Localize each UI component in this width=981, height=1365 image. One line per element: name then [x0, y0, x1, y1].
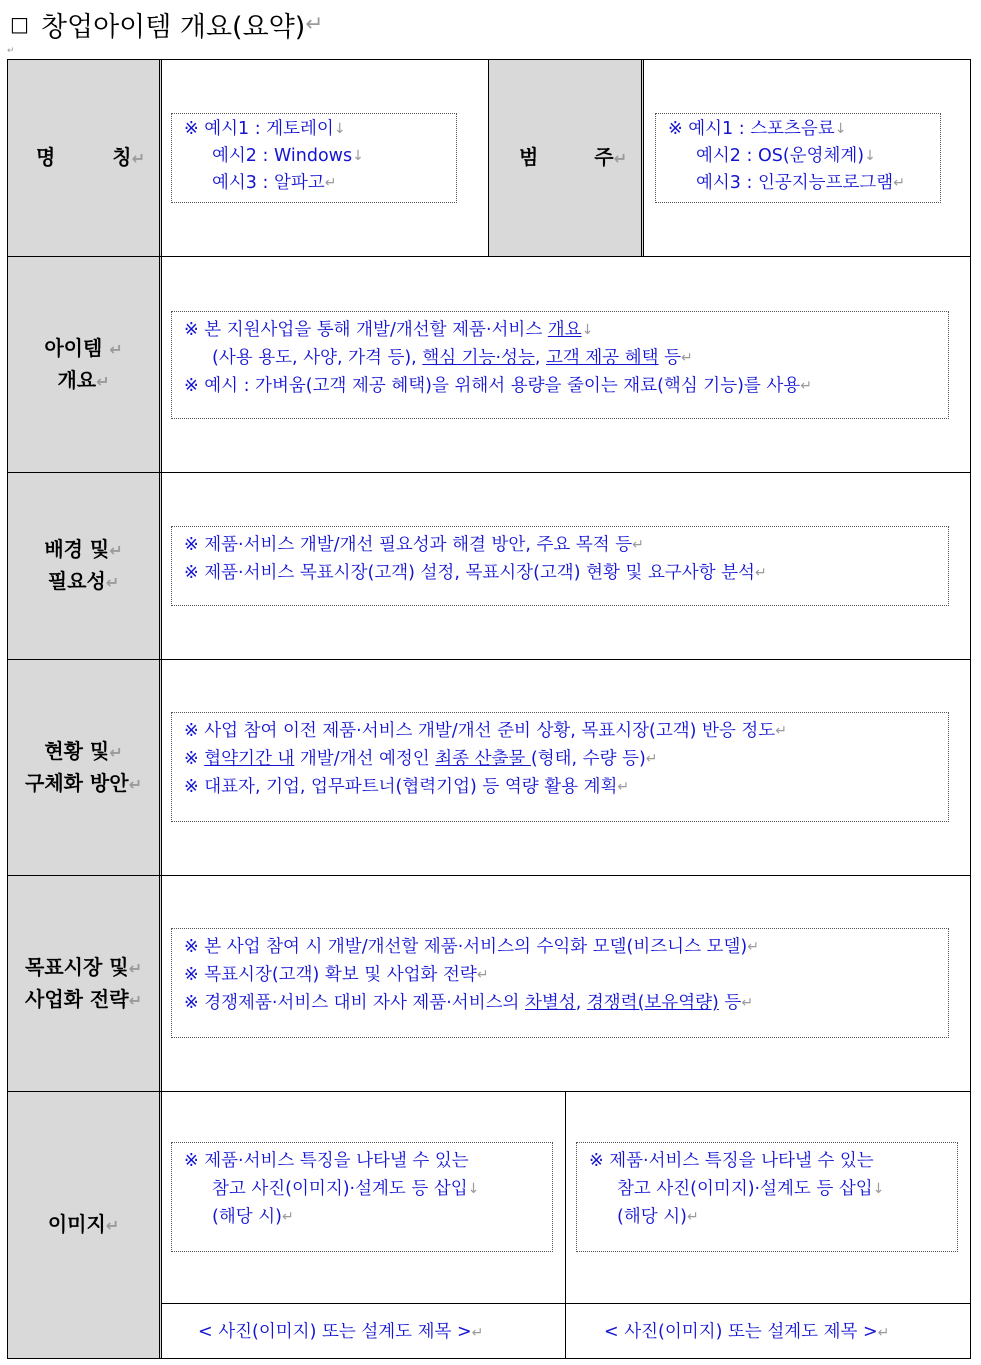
image-note-line: 참고 사진(이미지)·설계도 등 삽입: [212, 1179, 468, 1199]
paragraph-mark-icon: ↵: [128, 958, 142, 978]
paragraph-mark-icon: ↵: [877, 1325, 890, 1341]
market-label-2: 사업화 전략: [25, 986, 129, 1011]
paragraph-mark-icon: ↵: [476, 967, 489, 983]
category-examples-note[interactable]: [655, 113, 941, 203]
example-line: 예시2 : Windows: [212, 146, 353, 166]
paragraph-mark-icon: ↵: [131, 149, 145, 168]
paragraph-mark-icon: ↵: [96, 371, 110, 391]
overview-note[interactable]: [171, 311, 949, 419]
overview-line-3: ※ 예시 : 가벼움(고객 제공 혜택)을 위해서 용량을 줄이는 재료(핵심 기능)를 사용: [184, 376, 801, 396]
image-label: 이미지: [47, 1212, 106, 1236]
background-label-2: 필요성: [47, 569, 106, 593]
image-left-caption[interactable]: [198, 1318, 483, 1343]
paragraph-mark-icon: ↵: [128, 990, 142, 1010]
paragraph-mark-icon: ↵: [109, 339, 123, 359]
market-note[interactable]: [171, 928, 949, 1038]
background-line: ※ 제품·서비스 개발/개선 필요성과 해결 방안, 주요 목적 등: [184, 535, 633, 555]
page-title: [10, 4, 323, 44]
market-line: ※ 목표시장(고객) 확보 및 사업화 전략: [184, 965, 477, 985]
example-line: ※ 예시1 : 스포츠음료: [668, 119, 835, 139]
paragraph-mark-icon: ↵: [281, 1209, 294, 1225]
status-label-2: 구체화 방안: [25, 770, 129, 795]
image-left-note[interactable]: [171, 1142, 553, 1252]
paragraph-mark-icon: ↵: [305, 11, 324, 37]
line-break-icon: ↓: [333, 121, 346, 137]
line-break-icon: ↓: [581, 322, 594, 338]
line-break-icon: ↓: [864, 148, 876, 164]
name-label-a: 명: [36, 145, 56, 169]
status-line: ※ 사업 참여 이전 제품·서비스 개발/개선 준비 상황, 목표시장(고객) 반응 정도: [184, 721, 776, 741]
paragraph-mark-icon: ↵: [324, 175, 337, 191]
overview-label-1: 아이템: [44, 335, 103, 360]
category-label-cell: [488, 60, 644, 256]
paragraph-mark-icon: ↵: [747, 939, 759, 955]
paragraph-mark-icon: ↵: [109, 742, 123, 762]
status-line-2: ※ 협약기간 내 개발/개선 예정인 최종 산출물 (형태, 수량 등): [184, 749, 646, 769]
market-label-1: 목표시장 및: [25, 954, 129, 979]
overview-label-2: 개요: [57, 367, 97, 392]
paragraph-mark-icon: ↵: [686, 1209, 699, 1225]
paragraph-mark-icon: ↵: [617, 779, 630, 795]
example-line: ※ 예시1 : 게토레이: [184, 119, 334, 139]
example-line: 예시2 : OS(운영체계): [696, 146, 865, 166]
checkbox-marker: □: [10, 12, 29, 36]
image-note-line: (해당 시): [212, 1207, 282, 1227]
category-label-a: 범: [519, 145, 539, 169]
image-note-line: (해당 시): [617, 1207, 687, 1227]
name-label-cell: [8, 60, 162, 256]
name-examples-note[interactable]: [171, 113, 457, 203]
overview-label-cell: [8, 257, 162, 472]
background-label-1: 배경 및: [44, 537, 110, 561]
status-label-cell: [8, 660, 162, 875]
image-note-line: ※ 제품·서비스 특징을 나타낼 수 있는: [184, 1151, 469, 1171]
paragraph-mark-icon: ↵: [613, 149, 627, 168]
paragraph-mark-icon: ↵: [632, 537, 644, 553]
name-label-b: 칭: [112, 145, 132, 169]
paragraph-mark-icon: ↵: [471, 1325, 484, 1341]
image-note-line: ※ 제품·서비스 특징을 나타낼 수 있는: [589, 1151, 874, 1171]
paragraph-mark-icon: ↵: [7, 46, 15, 56]
category-label-b: 주: [594, 145, 614, 169]
paragraph-mark-icon: ↵: [775, 723, 787, 739]
image-note-line: 참고 사진(이미지)·설계도 등 삽입: [617, 1179, 873, 1199]
line-break-icon: ↓: [872, 1181, 885, 1197]
image-right-caption[interactable]: [604, 1318, 889, 1343]
market-label-cell: [8, 876, 162, 1091]
market-line: ※ 본 사업 참여 시 개발/개선할 제품·서비스의 수익화 모델(비즈니스 모델): [184, 937, 748, 957]
example-line: 예시3 : 알파고: [212, 173, 325, 193]
status-note[interactable]: [171, 712, 949, 822]
title-text: 창업아이템 개요(요약): [40, 11, 306, 43]
paragraph-mark-icon: ↵: [105, 573, 120, 592]
example-line: 예시3 : 인공지능프로그램: [696, 173, 894, 193]
line-break-icon: ↓: [352, 148, 364, 164]
background-label-cell: [8, 473, 162, 659]
paragraph-mark-icon: ↵: [800, 378, 812, 394]
line-break-icon: ↓: [834, 121, 847, 137]
background-note[interactable]: [171, 526, 949, 606]
paragraph-mark-icon: ↵: [681, 350, 693, 366]
background-line: ※ 제품·서비스 목표시장(고객) 설정, 목표시장(고객) 현황 및 요구사항 분석: [184, 563, 755, 583]
paragraph-mark-icon: ↵: [893, 175, 905, 191]
paragraph-mark-icon: ↵: [128, 774, 142, 794]
caption-text: < 사진(이미지) 또는 설계도 제목 >: [604, 1322, 878, 1342]
overview-line-1: ※ 본 지원사업을 통해 개발/개선할 제품·서비스 개요: [184, 320, 582, 340]
caption-text: < 사진(이미지) 또는 설계도 제목 >: [198, 1322, 472, 1342]
overview-line-2: (사용 용도, 사양, 가격 등), 핵심 기능·성능, 고객 제공 혜택 등: [212, 348, 682, 368]
image-label-cell: [8, 1092, 162, 1358]
paragraph-mark-icon: ↵: [645, 751, 658, 767]
image-right-note[interactable]: [576, 1142, 958, 1252]
line-break-icon: ↓: [467, 1181, 480, 1197]
paragraph-mark-icon: ↵: [754, 565, 767, 581]
summary-table: [7, 59, 971, 1359]
status-line: ※ 대표자, 기업, 업무파트너(협력기업) 등 역량 활용 계획: [184, 777, 618, 797]
market-line-3: ※ 경쟁제품·서비스 대비 자사 제품·서비스의 차별성, 경쟁력(보유역량) 등: [184, 993, 742, 1013]
paragraph-mark-icon: ↵: [109, 541, 123, 560]
paragraph-mark-icon: ↵: [105, 1216, 120, 1235]
paragraph-mark-icon: ↵: [741, 995, 754, 1011]
status-label-1: 현황 및: [44, 738, 110, 763]
